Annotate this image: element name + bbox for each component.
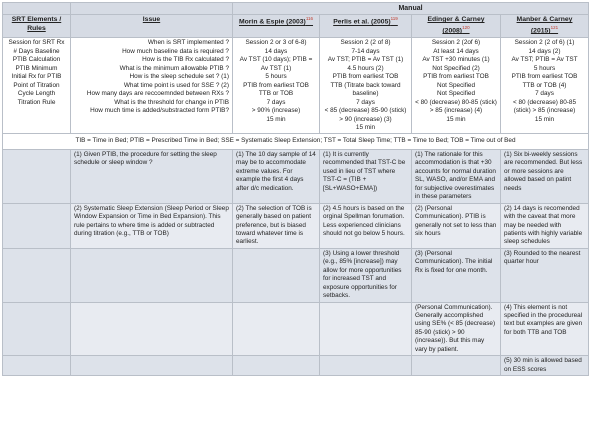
manber-value: Av TST; PTIB = Av TST (511, 56, 578, 64)
manual-header-row (3, 3, 589, 15)
issue-label: When is SRT implemented ? (147, 39, 229, 47)
note-edinger: (2) (Personal Communication). PTIB is generally not set to less than six hours (412, 203, 501, 248)
header-elements: SRT Elements / Rules (3, 15, 71, 38)
morin-value: Session 2 or 3 of 6-8) (245, 39, 307, 47)
edinger-value: At least 14 days (433, 47, 479, 55)
note-issue (71, 302, 233, 356)
header-manber (501, 15, 589, 38)
note-edinger: (3) (Personal Communication). The initial Rx is fixed for one month. (412, 248, 501, 302)
morin-value: 5 hours (265, 73, 287, 81)
issue-label: What is the minimum allowable PTIB ? (119, 64, 229, 72)
note-manber: (2) 14 days is recomended with the caveat that more may be needed with patients with highly variable sleep schedules (501, 203, 589, 248)
edinger-value: PTIB from earliest TOB (423, 73, 489, 81)
morin-value: 15 min (266, 115, 286, 123)
issue-label: What time point is used for SSE ? (2) (123, 81, 229, 89)
element-label: PTIB Calculation (12, 56, 61, 64)
note-perlis: (1) It is currently recommended that TST-C be used in lieu of TST where TST-C = (TIB + [SL+WASO+EMA]) (320, 149, 412, 203)
issue-label: How is the TIB Rx calculated ? (142, 56, 229, 64)
perlis-value: 7-14 days (351, 47, 380, 55)
edinger-value: Session 2 (2of 6) (431, 39, 481, 47)
note-morin (233, 248, 320, 302)
perlis-value: Av TST; PTIB = Av TST (1) 4.5 hours (2) (327, 56, 404, 72)
perlis-value: PTIB from earliest TOB (332, 73, 399, 81)
edinger-value: 15 min (446, 115, 466, 123)
manber-cell (501, 38, 589, 134)
element-label: Session for SRT Rx (8, 39, 65, 47)
morin-value: 7 days (266, 98, 286, 106)
header-perlis-label: Perlis et al. (2005) (333, 18, 391, 26)
manber-value: Session 2 (2 of 6) (1) (514, 39, 575, 47)
note-perlis: (2) 4.5 hours is based on the orginal Spellman forumation. Less experienced clinicians should not go below 5 hours. (320, 203, 412, 248)
edinger-value: < 80 (decrease) 80-85 (stick) > 85 (increase) (4) (415, 98, 497, 115)
note-morin (233, 302, 320, 356)
parameters-row (3, 38, 589, 134)
morin-value: TTB or TOB (258, 90, 294, 98)
note-perlis (320, 302, 412, 356)
header-manber-ref: 121 (550, 25, 559, 31)
column-header-row (3, 15, 589, 38)
note-perlis (320, 356, 412, 376)
header-edinger-ref: 120 (462, 25, 470, 31)
note-manber: (3) Rounded to the nearest quarter hour (501, 248, 589, 302)
abbreviations-row (3, 134, 589, 149)
abbreviations-text: TIB = Time in Bed; PTIB = Prescribed Time in Bed; SSE = Systematic Sleep Extension; TST = Total Sleep Time; TTB = Time to Bed; TOB = Time out of Bed (3, 134, 589, 149)
edinger-value: Av TST +30 minutes (1) (422, 56, 490, 64)
note-row (3, 248, 589, 302)
manber-value: 5 hours (533, 64, 556, 72)
perlis-value: TTB (Titrate back toward baseline) (330, 81, 401, 98)
morin-value: > 90% (increase) (251, 107, 301, 115)
manber-value: 15 min (534, 115, 555, 123)
element-label: # Days Baseline (13, 47, 60, 55)
edinger-value: Not Specified (436, 81, 475, 89)
element-label: PTIB Minimum (15, 64, 58, 72)
note-blank (3, 302, 71, 356)
note-row (3, 149, 589, 203)
note-perlis: (3) Using a lower threshold (e.g., 85% [increase]) may allow for more opportunities for increased TST and exposure opportunities for setbacks. (320, 248, 412, 302)
note-blank (3, 356, 71, 376)
header-manber-label: Manber & Carney (2015) (516, 16, 573, 35)
header-morin (233, 15, 320, 38)
note-issue (71, 248, 233, 302)
morin-value: Av TST (10 days); PTIB = Av TST (1) (239, 56, 313, 72)
blank-corner (3, 3, 71, 15)
element-label: Point of Titration (13, 81, 60, 89)
perlis-value: 15 min (355, 123, 376, 131)
note-edinger: (Personal Communication). Generally accomplished using SE% (< 85 (decrease) 85-90 (stick) > 90 (increase)). But this may vary by patient. (412, 302, 501, 356)
morin-cell (233, 38, 320, 134)
header-perlis-ref: 119 (390, 16, 398, 22)
element-label: Initial Rx for PTIB (11, 73, 62, 81)
perlis-value: 7 days (356, 98, 375, 106)
note-morin (233, 356, 320, 376)
note-issue (71, 356, 233, 376)
header-perlis (320, 15, 412, 38)
note-issue: (1) Given PTIB, the procedure for setting the sleep schedule or sleep window ? (71, 149, 233, 203)
header-edinger-label: Edinger & Carney (2008) (427, 16, 485, 35)
manber-value: TTB or TOB (4) (522, 81, 567, 89)
manber-value: 7 days (535, 90, 554, 98)
note-edinger (412, 356, 501, 376)
note-row (3, 356, 589, 376)
edinger-cell (412, 38, 501, 134)
issue-label: How is the sleep schedule set ? (1) (129, 73, 229, 81)
note-manber: (5) 30 min is allowed based on ESS scores (501, 356, 589, 376)
header-edinger (412, 15, 501, 38)
issue-label: How much time is added/substracted form PTIB? (90, 107, 229, 115)
note-blank (3, 149, 71, 203)
issue-label: How many days are reccoemnded between RXs ? (86, 90, 229, 98)
morin-value: PTIB from earliest TOB (243, 81, 309, 89)
perlis-value: < 85 (decrease) 85-90 (stick) > 90 (increase) (3) (324, 107, 407, 123)
edinger-value: Not Specified (436, 90, 475, 98)
srt-comparison-table (2, 2, 589, 376)
note-manber: (4) This element is not specified in the procedureal text but examples are given for both TTB and TOB (501, 302, 589, 356)
perlis-cell (320, 38, 412, 134)
manual-label: Manual (233, 3, 589, 15)
note-morin: (2) The selection of TOB is generally based on patient preference, but is biased toward whatever time is earliest. (233, 203, 320, 248)
header-issue: Issue (71, 15, 233, 38)
issue-label: How much baseline data is required ? (122, 47, 229, 55)
note-blank (3, 248, 71, 302)
element-label: Titration Rule (17, 98, 56, 106)
note-issue: (2) Systematic Sleep Extension (Sleep Period or Sleep Window Expansion or Time in Bed Expansion). This rule pertains to where time is added or subtracted during titration (e.g., TTB or TOB) (71, 203, 233, 248)
manber-value: 14 days (2) (528, 47, 561, 55)
element-label: Cycle Length (17, 90, 56, 98)
note-blank (3, 203, 71, 248)
manber-value: < 80 (decrease) 80-85 (stick) > 85 (increase) (512, 98, 577, 115)
note-manber: (1) Six bi-weekly sessions are recommended. But less or more sessions are allowed based on patint needs (501, 149, 589, 203)
blank-corner-issue (71, 3, 233, 15)
edinger-value: Not Specified (2) (432, 64, 480, 72)
note-morin: (1) The 10 day sample of 14 may be to accommodate extreme values. For example the first 4 days after d/c medication. (233, 149, 320, 203)
elements-cell (3, 38, 71, 134)
morin-value: 14 days (264, 47, 288, 55)
issue-cell (71, 38, 233, 134)
perlis-value: Session 2 (2 of 8) (340, 39, 391, 47)
manber-value: PTIB from earliest TOB (511, 73, 578, 81)
note-edinger: (1) The rationale for this accommodation is that +30 accounts for normal duration SL, WASO, and/or EMA and for subjective overestimates in these parameters (412, 149, 501, 203)
header-morin-label: Morin & Espie (2003) (238, 18, 306, 26)
note-row (3, 203, 589, 248)
issue-label: What is the threshold for change in PTIB (114, 98, 229, 106)
header-morin-ref: 116 (305, 16, 314, 22)
note-row (3, 302, 589, 356)
